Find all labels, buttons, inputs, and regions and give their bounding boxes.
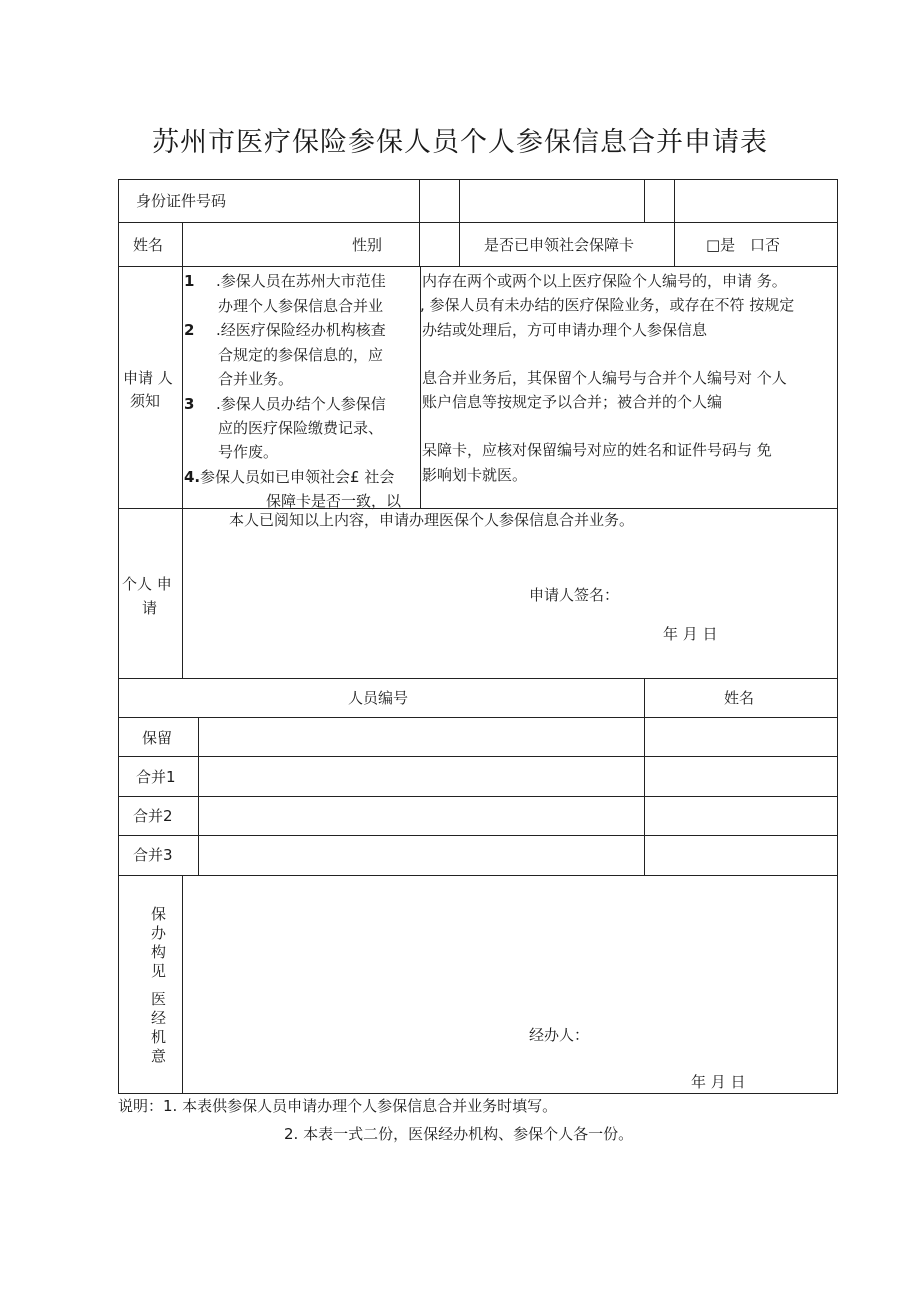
notice-continued-text: 影响划卡就医。	[422, 466, 528, 484]
page-title: 苏州市医疗保险参保人员个人参保信息合并申请表	[152, 127, 768, 158]
col-divider	[644, 179, 645, 222]
gender-label: 性别	[352, 236, 383, 254]
card-no-checkbox[interactable]: 口否	[750, 236, 781, 254]
notice-item-text: 参保人员如已申领社会£ 社会	[200, 468, 395, 486]
name-label: 姓名	[133, 236, 164, 254]
agency-opinion-field[interactable]	[183, 876, 837, 1016]
application-date: 年 月 日	[663, 625, 718, 643]
notice-item-text: .参保人员办结个人参保信	[216, 395, 386, 413]
col-divider	[182, 266, 183, 678]
handler-signature-field[interactable]	[600, 1020, 820, 1048]
social-card-question: 是否已申领社会保障卡	[484, 236, 635, 254]
agency-label-char: 构	[151, 943, 167, 961]
notice-item-text: 办理个人参保信息合并业	[218, 297, 384, 315]
merge-row-label: 合并1	[136, 768, 176, 786]
retain-name-field[interactable]	[645, 718, 837, 756]
id-number-field[interactable]	[420, 180, 458, 222]
retain-number-field[interactable]	[199, 718, 643, 756]
note-line-2: 2. 本表一式二份，医保经办机构、参保个人各一份。	[284, 1125, 634, 1143]
person-number-header: 人员编号	[348, 689, 409, 707]
merge-name-field[interactable]	[645, 797, 837, 834]
agency-label-char: 办	[151, 924, 167, 942]
applicant-signature-label: 申请人签名：	[529, 586, 620, 604]
retain-row-label: 保留	[142, 729, 173, 747]
col-divider	[459, 222, 460, 266]
id-number-field[interactable]	[460, 180, 643, 222]
note-line-1: 说明：1. 本表供参保人员申请办理个人参保信息合并业务时填写。	[118, 1097, 558, 1115]
agency-label-char: 经	[151, 1009, 167, 1027]
notice-item-text: 保障卡是否一致，以	[266, 492, 402, 510]
notice-item-text: 合并业务。	[218, 370, 294, 388]
merge-name-field[interactable]	[645, 757, 837, 795]
personal-application-label: 请	[142, 599, 158, 617]
application-statement: 本人已阅知以上内容，申请办理医保个人参保信息合并业务。	[229, 511, 635, 529]
name-field[interactable]	[183, 223, 343, 266]
notice-continued-text: 账户信息等按规定予以合并；被合并的个人编	[422, 393, 723, 411]
gender-field[interactable]	[420, 223, 458, 266]
agency-date: 年 月 日	[691, 1073, 746, 1091]
agency-label-char: 保	[151, 905, 167, 923]
row-divider	[118, 266, 838, 267]
agency-label-char: 见	[151, 962, 167, 980]
applicant-signature-field[interactable]	[625, 580, 825, 608]
merge-row-label: 合并2	[133, 807, 173, 825]
notice-item-text: .参保人员在苏州大市范佳	[216, 272, 386, 290]
personal-application-label: 个人 申	[122, 575, 172, 593]
row-divider	[118, 678, 838, 679]
agency-label-char: 医	[151, 990, 167, 1008]
notice-item-text: 号作废。	[218, 443, 279, 461]
notice-item-text: .经医疗保险经办机构核查	[216, 321, 386, 339]
notice-continued-text: , 参保人员有未办结的医疗保险业务，或存在不符 按规定	[420, 296, 795, 314]
card-yes-checkbox[interactable]: □是	[706, 236, 736, 254]
row-divider	[118, 508, 838, 509]
handler-label: 经办人：	[529, 1026, 590, 1044]
person-name-header: 姓名	[724, 689, 755, 707]
merge-number-field[interactable]	[199, 797, 643, 834]
notice-item-number: 2	[184, 321, 195, 339]
notice-label: 申请 人	[123, 369, 173, 387]
notice-continued-text: 办结或处理后，方可申请办理个人参保信息	[422, 321, 708, 339]
notice-item-number: 3	[184, 395, 195, 413]
notice-continued-text: 息合并业务后，其保留个人编号与合并个人编号对 个人	[422, 369, 787, 387]
id-number-label: 身份证件号码	[136, 192, 227, 210]
notice-item-text: 应的医疗保险缴费记录、	[218, 419, 384, 437]
merge-name-field[interactable]	[645, 836, 837, 874]
notice-label: 须知	[130, 392, 161, 410]
merge-number-field[interactable]	[199, 836, 643, 874]
notice-continued-text: 内存在两个或两个以上医疗保险个人编号的，申请 务。	[422, 272, 787, 290]
notice-item-number: 1	[184, 272, 195, 290]
merge-number-field[interactable]	[199, 757, 643, 795]
notice-item-text: 合规定的参保信息的，应	[218, 346, 384, 364]
id-number-field[interactable]	[675, 180, 837, 222]
agency-label-char: 意	[151, 1047, 167, 1065]
notice-continued-text: 呆障卡，应核对保留编号对应的姓名和证件号码与 免	[422, 441, 772, 459]
notice-item-number: 4.	[184, 468, 201, 486]
merge-row-label: 合并3	[133, 846, 173, 864]
agency-label-char: 机	[151, 1028, 167, 1046]
